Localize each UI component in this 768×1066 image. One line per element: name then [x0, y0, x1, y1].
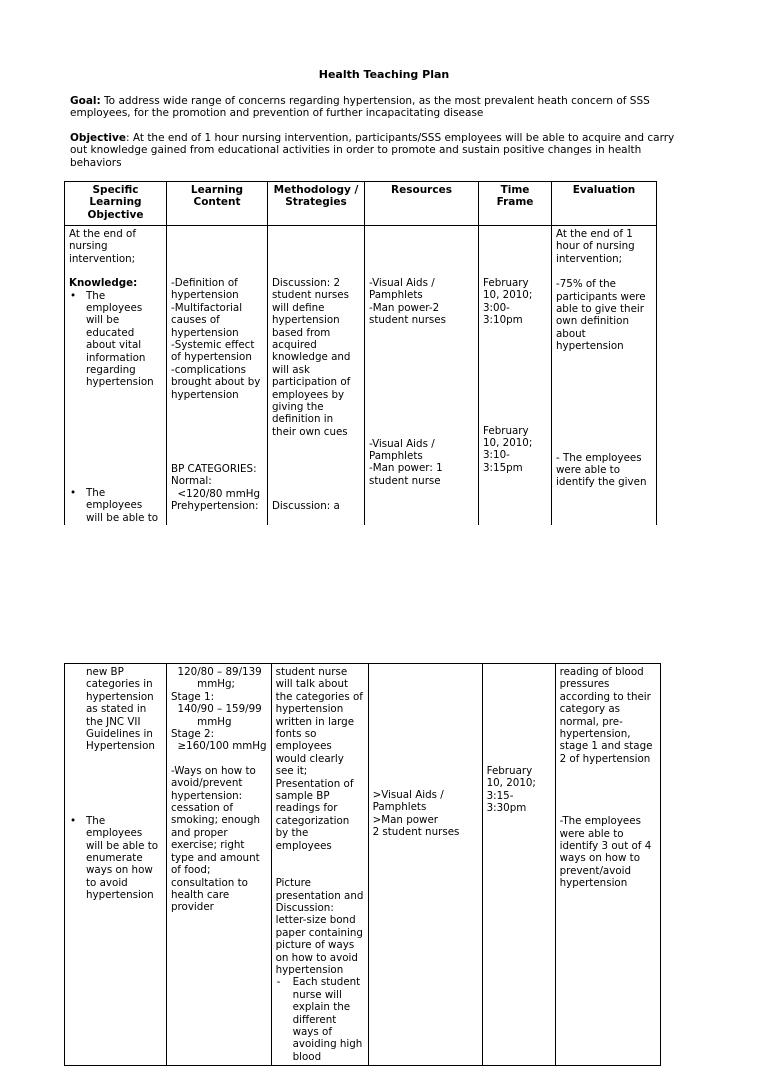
content-bp-ranges: 120/80 – 89/139 mmHg; Stage 1: 140/90 – 159/99 mmHg Stage 2: ≥160/100 mmHg — [171, 666, 267, 753]
resources-2: -Visual Aids / Pamphlets -Man power: 1 student nurse — [369, 437, 443, 487]
header-resources: Resources — [365, 182, 479, 226]
objective-continued: new BP categories in hypertension as stated in the JNC VII Guidelines in Hypertension — [86, 666, 155, 753]
content-prevention: -Ways on how to avoid/prevent hypertension: cessation of smoking; enough and proper exercise; right type and amount of food; consultation to health care provider — [171, 764, 261, 914]
objective-list — [69, 815, 162, 902]
evaluation-cell — [555, 664, 660, 1066]
bullet-icon: • — [70, 814, 77, 827]
methodology-sublist — [276, 976, 364, 1063]
header-time-frame: Time Frame — [479, 182, 552, 226]
objective-cell — [65, 664, 167, 1066]
document-page-2 — [0, 663, 768, 1063]
list-item — [69, 815, 162, 902]
objective-item-text: The employees will be able to — [86, 486, 159, 524]
objective-label: Objective — [70, 132, 126, 144]
methodology-cell — [271, 664, 368, 1066]
time-frame-cell — [482, 664, 555, 1066]
objective-text: : At the end of 1 hour nursing intervention, participants/SSS employees will be able to acquire and carry out knowledge gained from educational activities in order to promote and sustain positive changes in health behaviors — [70, 132, 675, 169]
page-break — [0, 525, 768, 663]
table-row — [65, 226, 657, 540]
bullet-icon: • — [70, 289, 77, 302]
objective-cell — [65, 226, 167, 540]
methodology-discussion-2: Discussion: a — [272, 500, 340, 513]
evaluation-3: reading of blood pressures according to their category as normal, pre-hypertension, stage 1 and stage 2 of hypertension — [559, 666, 653, 765]
objective-item-text: The employees will be able to enumerate ways on how to avoid hypertension — [86, 814, 159, 902]
resources-1: -Visual Aids / Pamphlets -Man power-2 student nurses — [369, 277, 446, 327]
evaluation-cell — [552, 226, 657, 540]
methodology-discussion-3: student nurse will talk about the categories of hypertension written in large fonts so employees would clearly see it; Presentation of sample BP readings for categorization by the employees — [275, 666, 363, 852]
teaching-plan-table-continued — [64, 663, 661, 1066]
time-frame-1: February 10, 2010; 3:00-3:10pm — [483, 277, 533, 327]
page-title: Health Teaching Plan — [318, 68, 450, 81]
methodology-discussion-1: Discussion: 2 student nurses will define hypertension based from acquired knowledge and will ask participation of employees by giving the definition in their own cues — [272, 277, 351, 438]
table-header-row — [65, 182, 657, 226]
content-cell — [167, 664, 272, 1066]
time-frame-cell — [479, 226, 552, 540]
evaluation-2: - The employees were able to identify the given — [556, 451, 647, 489]
resources-3: >Visual Aids / Pamphlets >Man power 2 student nurses — [372, 789, 460, 839]
table-row — [65, 664, 661, 1066]
content-cell — [167, 226, 268, 540]
time-frame-2: February 10, 2010; 3:10-3:15pm — [483, 424, 533, 474]
evaluation-1: -75% of the participants were able to give their own definition about hypertension — [556, 278, 646, 353]
document-page-1 — [0, 0, 768, 525]
resources-cell — [368, 664, 482, 1066]
goal-text: To address wide range of concerns regarding hypertension, as the most prevalent heath concern of SSS employees, for the promotion and prevention of further incapacitating disease — [70, 95, 650, 120]
goal-paragraph — [70, 95, 690, 120]
list-item — [69, 290, 162, 389]
methodology-subitem-text: Each student nurse will explain the different ways of avoiding high blood — [292, 976, 363, 1063]
header-evaluation: Evaluation — [552, 182, 657, 226]
evaluation-intro: At the end of 1 hour of nursing intervention; — [556, 228, 635, 265]
teaching-plan-table — [64, 181, 657, 540]
methodology-picture: Picture presentation and Discussion: letter-size bond paper containing picture of ways on how to avoid hypertension — [275, 877, 364, 976]
time-frame-3: February 10, 2010; 3:15-3:30pm — [486, 765, 536, 815]
header-objective: Specific Learning Objective — [65, 182, 167, 226]
content-definition: -Definition of hypertension -Multifactorial causes of hypertension -Systemic effect of hypertension -complications brought about by hypertension — [171, 277, 261, 401]
list-item — [276, 976, 364, 1063]
objective-list — [69, 290, 162, 537]
objective-item-text: The employees will be educated about vital information regarding hypertension — [86, 289, 154, 389]
evaluation-4: -The employees were able to identify 3 out of 4 ways on how to prevent/avoid hypertension — [559, 815, 652, 890]
header-methodology: Methodology / Strategies — [268, 182, 365, 226]
knowledge-label: Knowledge: — [69, 277, 138, 290]
header-content: Learning Content — [167, 182, 268, 226]
bullet-icon: • — [70, 486, 77, 499]
methodology-cell — [268, 226, 365, 540]
content-bp-categories: BP CATEGORIES: Normal: <120/80 mmHg Prehypertension: — [171, 463, 261, 513]
dash-icon: - — [276, 976, 281, 989]
goal-label: Goal: — [70, 95, 101, 107]
objective-intro: At the end of nursing intervention; — [69, 228, 136, 265]
objective-paragraph — [70, 132, 690, 169]
resources-cell — [365, 226, 479, 540]
